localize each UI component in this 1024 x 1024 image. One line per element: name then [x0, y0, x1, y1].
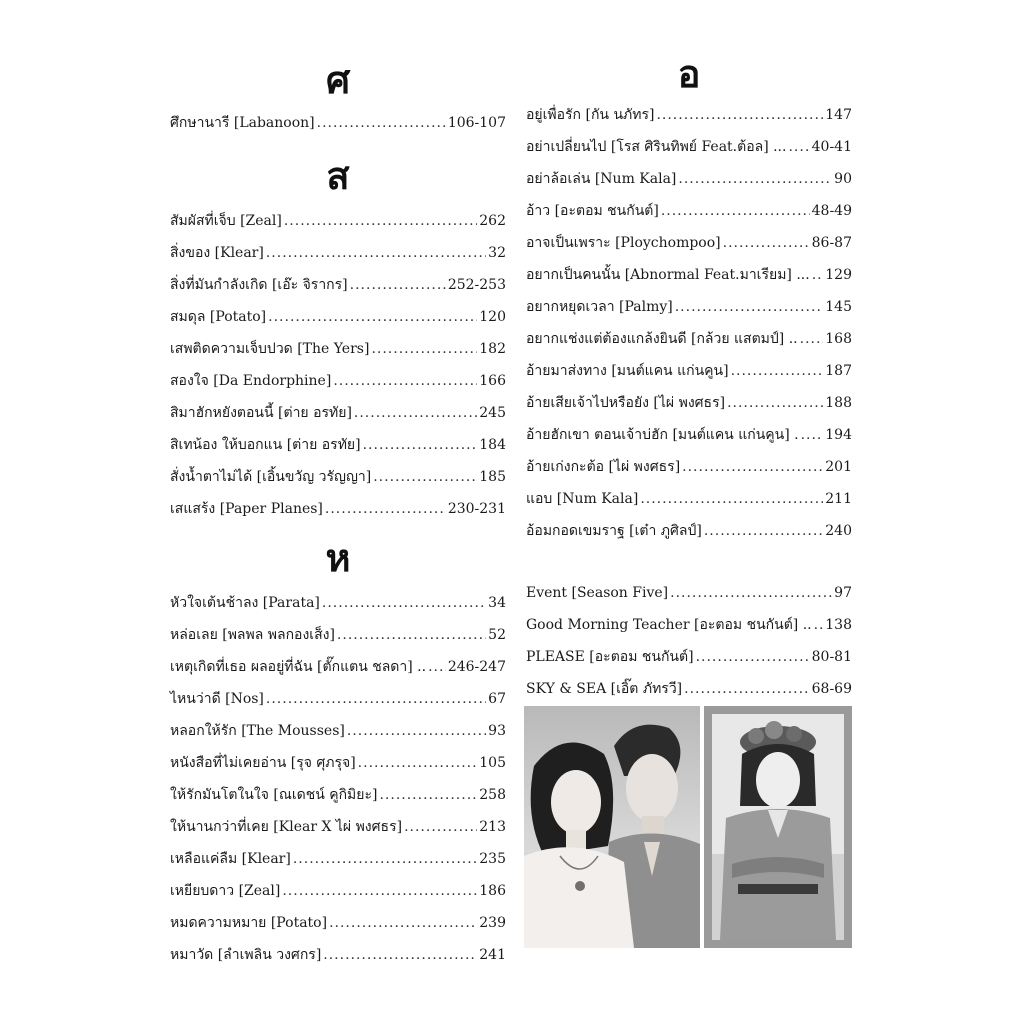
- song-title: เหยียบดาว [Zeal]: [170, 883, 281, 899]
- song-title: อ้ายมาส่งทาง [มนต์แคน แก่นคูน]: [526, 363, 729, 379]
- dot-leader: [704, 522, 823, 540]
- index-entry: [170, 456, 506, 486]
- song-title: อ้ายเก่งกะต้อ [ไผ่ พงศธร]: [526, 459, 681, 475]
- page-number: 138: [825, 617, 852, 633]
- index-entry: [170, 646, 506, 676]
- index-entry: [526, 286, 852, 316]
- page-number: 105: [479, 755, 506, 771]
- page-number: 201: [825, 459, 852, 475]
- index-entry: [170, 488, 506, 518]
- dot-leader: [678, 170, 832, 188]
- song-title: PLEASE [อะตอม ชนกันต์]: [526, 649, 694, 665]
- song-title: อยากแช่งแต่ต้องแกล้งยินดี [กล้วย แสตมป์] ..: [526, 331, 798, 347]
- song-title: หนังสือที่ไม่เคยอ่าน [รุจ ศุภรุจ]: [170, 755, 356, 771]
- index-entry: [526, 318, 852, 348]
- page-number: 147: [825, 107, 852, 123]
- index-entry: [526, 478, 852, 508]
- index-entry: [170, 232, 506, 262]
- index-entry: [170, 424, 506, 454]
- song-title: อ้อมกอดเขมราฐ [เต๋า ภูศิลป์]: [526, 523, 702, 539]
- dot-leader: [329, 914, 477, 932]
- woman-portrait-photo: [704, 706, 852, 948]
- page-number: 187: [825, 363, 852, 379]
- song-title: หล่อเลย [พลพล พลกองเส็ง]: [170, 627, 335, 643]
- index-entry: [170, 710, 506, 740]
- index-entry: [526, 636, 852, 666]
- song-title: อ้าว [อะตอม ชนกันต์]: [526, 203, 659, 219]
- page-number: 48-49: [811, 203, 852, 219]
- song-title: ศึกษานารี [Labanoon]: [170, 115, 315, 131]
- index-entry: [170, 264, 506, 294]
- section-letter-or-ang: อ: [677, 51, 701, 96]
- song-title: สั่งน้ำตาไม่ได้ [เอิ้นขวัญ วรัญญา]: [170, 469, 372, 485]
- index-entry: [526, 668, 852, 698]
- page-number: 120: [479, 309, 506, 325]
- dot-leader: [325, 500, 446, 518]
- dot-leader: [323, 946, 477, 964]
- page-number: 52: [488, 627, 506, 643]
- song-title: สิเทน้อง ให้บอกแน [ต่าย อรทัย]: [170, 437, 361, 453]
- dot-leader: [333, 372, 477, 390]
- page-number: 252-253: [447, 277, 506, 293]
- page-number: 34: [488, 595, 506, 611]
- song-title: เหตุเกิดที่เธอ ผลอยู่ที่ฉัน [ตั๊กแตน ชลดา] ..: [170, 659, 427, 675]
- song-title: สัมผัสที่เจ็บ [Zeal]: [170, 213, 282, 229]
- photo-area: [524, 706, 852, 948]
- dot-leader: [801, 426, 824, 444]
- page-number: 129: [825, 267, 852, 283]
- page-number: 211: [825, 491, 852, 507]
- song-title: หลอกให้รัก [The Mousses]: [170, 723, 345, 739]
- page-number: 235: [479, 851, 506, 867]
- dot-leader: [363, 436, 478, 454]
- dot-leader: [727, 394, 823, 412]
- dot-leader: [350, 276, 446, 294]
- index-entry: [170, 328, 506, 358]
- song-title: ให้รักมันโตในใจ [ณเดชน์ คูกิมิยะ]: [170, 787, 378, 803]
- song-title: สิ่งที่มันกำลังเกิด [เอ๊ะ จิรากร]: [170, 277, 348, 293]
- index-entry: [170, 678, 506, 708]
- song-title: อยากเป็นคนนั้น [Abnormal Feat.มาเรียม] ...: [526, 267, 810, 283]
- dot-leader: [404, 818, 477, 836]
- dot-leader: [266, 244, 486, 262]
- index-entry: [170, 582, 506, 612]
- index-entry: [526, 190, 852, 220]
- dot-leader: [428, 658, 446, 676]
- index-entry: [170, 614, 506, 644]
- index-entry: [170, 806, 506, 836]
- song-title: หมาวัด [ลำเพลิน วงศกร]: [170, 947, 322, 963]
- page-number: 86-87: [811, 235, 852, 251]
- page-number: 106-107: [447, 115, 506, 131]
- index-entry: [526, 350, 852, 380]
- page-number: 90: [834, 171, 852, 187]
- dot-leader: [723, 234, 810, 252]
- song-title: เสแสร้ง [Paper Planes]: [170, 501, 323, 517]
- song-title: SKY & SEA [เอิ๊ต ภัทรวี]: [526, 681, 683, 697]
- portrait-inner: [712, 714, 844, 940]
- dot-leader: [317, 114, 446, 132]
- dot-leader: [696, 648, 810, 666]
- index-entry: [526, 126, 852, 156]
- dot-leader: [373, 468, 477, 486]
- page-number: 241: [479, 947, 506, 963]
- dot-leader: [661, 202, 810, 220]
- index-entry: [170, 838, 506, 868]
- dot-leader: [656, 106, 823, 124]
- song-title: อย่าเปลี่ยนไป [โรส ศิรินทิพย์ Feat.ต้อล] ...: [526, 139, 787, 155]
- index-entry: [526, 382, 852, 412]
- dot-leader: [812, 266, 824, 284]
- page-number: 80-81: [811, 649, 852, 665]
- dot-leader: [358, 754, 478, 772]
- dot-leader: [282, 882, 477, 900]
- page-number: 246-247: [447, 659, 506, 675]
- index-entry: [170, 742, 506, 772]
- song-title: สองใจ [Da Endorphine]: [170, 373, 332, 389]
- page-number: 262: [479, 213, 506, 229]
- dot-leader: [293, 850, 477, 868]
- dot-leader: [322, 594, 486, 612]
- song-title: อ้ายเสียเจ้าไปหรือยัง [ไผ่ พงศธร]: [526, 395, 726, 411]
- index-entry: [526, 572, 852, 602]
- song-title: อยู่เพื่อรัก [กัน นภัทร]: [526, 107, 655, 123]
- page-number: 145: [825, 299, 852, 315]
- index-entry: [526, 414, 852, 444]
- dot-leader: [284, 212, 477, 230]
- page-number: 245: [479, 405, 506, 421]
- page-number: 239: [479, 915, 506, 931]
- page-number: 188: [825, 395, 852, 411]
- index-entry: [170, 870, 506, 900]
- page-number: 93: [488, 723, 506, 739]
- couple-photo: [524, 706, 700, 948]
- index-entry: [526, 510, 852, 540]
- page-number: 194: [825, 427, 852, 443]
- dot-leader: [640, 490, 823, 508]
- song-title: เหลือแค่ลืม [Klear]: [170, 851, 291, 867]
- index-entry: [526, 158, 852, 188]
- page-number: 258: [479, 787, 506, 803]
- page-number: 186: [479, 883, 506, 899]
- song-title: อย่าล้อเล่น [Num Kala]: [526, 171, 677, 187]
- index-entry: [170, 934, 506, 964]
- page-number: 213: [479, 819, 506, 835]
- page-number: 67: [488, 691, 506, 707]
- index-entry: [170, 774, 506, 804]
- page-number: 97: [834, 585, 852, 601]
- index-entry: [526, 222, 852, 252]
- song-title: ไหนว่าดี [Nos]: [170, 691, 264, 707]
- index-entry: [526, 446, 852, 476]
- song-title: สมดุล [Potato]: [170, 309, 267, 325]
- page-number: 68-69: [811, 681, 852, 697]
- song-title: สิ่งของ [Klear]: [170, 245, 264, 261]
- index-entry: [170, 296, 506, 326]
- dot-leader: [731, 362, 824, 380]
- index-entry: [526, 604, 852, 634]
- song-title: หมดความหมาย [Potato]: [170, 915, 328, 931]
- page-number: 240: [825, 523, 852, 539]
- dot-leader: [347, 722, 486, 740]
- section-letter-sor-suea: ส: [326, 153, 350, 198]
- page-number: 40-41: [811, 139, 852, 155]
- index-entry: [170, 392, 506, 422]
- page-number: 32: [488, 245, 506, 261]
- dot-leader: [814, 616, 824, 634]
- song-title: อยากหยุดเวลา [Palmy]: [526, 299, 673, 315]
- dot-leader: [337, 626, 486, 644]
- dot-leader: [268, 308, 477, 326]
- dot-leader: [788, 138, 809, 156]
- index-entry: [170, 902, 506, 932]
- song-title: แอบ [Num Kala]: [526, 491, 639, 507]
- page-number: 166: [479, 373, 506, 389]
- dot-leader: [682, 458, 823, 476]
- song-title: Event [Season Five]: [526, 585, 669, 601]
- page-number: 184: [479, 437, 506, 453]
- page-number: 168: [825, 331, 852, 347]
- song-title: ให้นานกว่าที่เคย [Klear X ไผ่ พงศธร]: [170, 819, 403, 835]
- dot-leader: [379, 786, 477, 804]
- song-title: อ้ายฮักเขา ตอนเจ้าบ่ฮัก [มนต์แคน แก่นคูน] .: [526, 427, 799, 443]
- song-title: สิมาฮักหยังตอนนี้ [ต่าย อรทัย]: [170, 405, 352, 421]
- dot-leader: [800, 330, 824, 348]
- dot-leader: [371, 340, 477, 358]
- index-entry: [170, 200, 506, 230]
- index-entry: [526, 254, 852, 284]
- page-number: 185: [479, 469, 506, 485]
- dot-leader: [354, 404, 477, 422]
- dot-leader: [684, 680, 809, 698]
- section-letter-hor-hip: ห: [325, 535, 351, 580]
- index-entry: [170, 360, 506, 390]
- dot-leader: [675, 298, 824, 316]
- dot-leader: [670, 584, 832, 602]
- song-title: หัวใจเต้นช้าลง [Parata]: [170, 595, 320, 611]
- song-title: เสพติดความเจ็บปวด [The Yers]: [170, 341, 370, 357]
- index-entry: [526, 94, 852, 124]
- song-title: Good Morning Teacher [อะตอม ชนกันต์] ..: [526, 617, 812, 633]
- index-entry: [170, 102, 506, 132]
- song-title: อาจเป็นเพราะ [Ploychompoo]: [526, 235, 721, 251]
- dot-leader: [266, 690, 486, 708]
- page-number: 182: [479, 341, 506, 357]
- page-number: 230-231: [447, 501, 506, 517]
- section-letter-sor-sala: ศ: [325, 57, 351, 102]
